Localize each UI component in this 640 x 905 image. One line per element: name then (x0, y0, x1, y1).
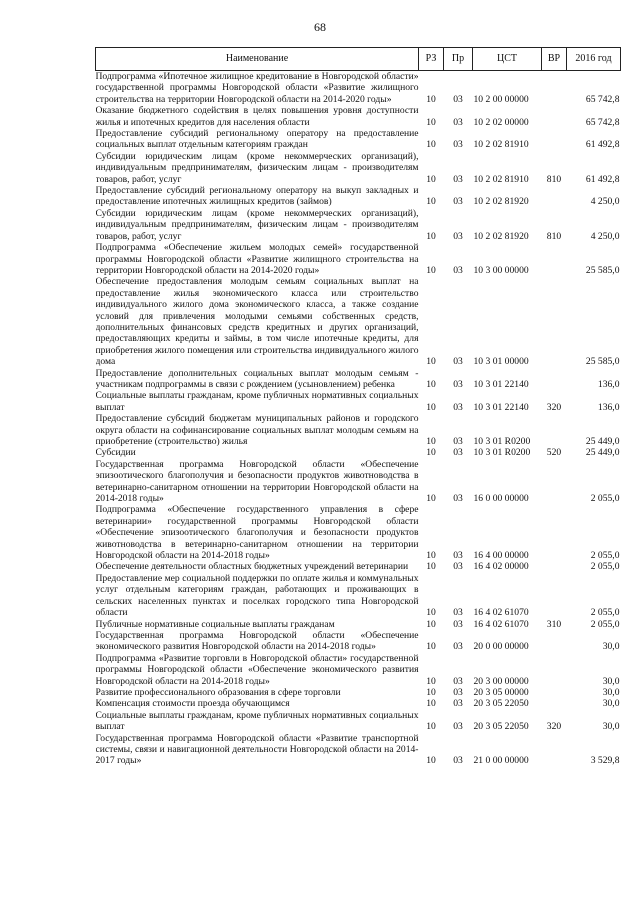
header-year-2016: 2016 год (567, 48, 621, 71)
row-pr: 03 (453, 721, 463, 733)
row-pr: 03 (453, 493, 463, 505)
row-pr: 03 (453, 641, 463, 653)
row-name: Компенсация стоимости проезда обучающимся (95, 698, 290, 710)
row-rz: 10 (426, 264, 436, 276)
row-name: Государственная программа Новгородской области «Обеспечение экономического развития Новгородской области на 2014-2018 годы» (95, 629, 419, 653)
row-amount: 2 055,0 (590, 561, 620, 573)
row-rz: 10 (426, 173, 436, 185)
table-row (96, 573, 621, 619)
row-cst: 20 0 00 00000 (473, 641, 529, 653)
row-name: Предоставление субсидий региональному оператору на выкуп закладных и предоставление ипотечных жилищных кредитов (займов) (95, 185, 419, 208)
row-name: Подпрограмма «Обеспечение жильем молодых семей» государственной программы Новгородской области «Развитие жилищного строительства на территории Новгородской области на 2014-2020 годы» (95, 242, 419, 276)
row-rz: 10 (426, 230, 436, 242)
row-vr (542, 242, 567, 276)
table-row (96, 413, 621, 447)
row-name: Публичные нормативные социальные выплаты гражданам (95, 618, 335, 630)
row-amount: 30,0 (602, 675, 620, 687)
row-rz: 10 (426, 436, 436, 447)
row-cst: 16 4 02 61070 (473, 618, 529, 630)
row-cst: 20 3 05 00000 (473, 686, 529, 698)
row-vr: 810 (546, 173, 562, 185)
row-name: Предоставление мер социальной поддержки по оплате жилья и коммунальных услуг отдельным категориям граждан, работающих и проживающих в сельских населенных пунктах и поселках городского типа Новгородской области (95, 572, 419, 619)
row-vr: 520 (546, 447, 562, 459)
row-amount: 30,0 (602, 641, 620, 653)
row-amount: 2 055,0 (590, 618, 620, 630)
table-row (96, 710, 621, 733)
row-name: Оказание бюджетного содействия в целях повышения уровня доступности жилья и ипотечных кредитов для населения области (95, 105, 419, 128)
header-vr: ВР (542, 48, 567, 71)
row-cst: 20 3 00 00000 (473, 675, 529, 687)
table-row (96, 128, 621, 151)
row-rz: 10 (426, 356, 436, 368)
row-vr (542, 71, 567, 106)
row-amount: 4 250,0 (590, 230, 620, 242)
table-row (96, 687, 621, 698)
row-vr: 310 (546, 618, 562, 630)
row-cst: 10 3 00 00000 (473, 264, 529, 276)
table-row (96, 653, 621, 687)
row-name: Социальные выплаты гражданам, кроме публичных нормативных социальных выплат (95, 390, 419, 413)
row-pr: 03 (453, 618, 463, 630)
row-name: Субсидии юридическим лицам (кроме некоммерческих организаций), индивидуальным предпринимателям, физическим лицам - производителям товаров, работ, услуг (95, 150, 419, 185)
row-rz: 10 (426, 116, 436, 128)
row-pr: 03 (453, 264, 463, 276)
row-name: Обеспечение предоставления молодым семьям социальных выплат на предоставление жилья экономического класса или строительство индивидуального жилого дома экономического класса, а также создание условий для привлечения молодыми семьями собственных средств, дополнительных финансовых средств кредитных и других организаций, предоставляющих кредиты и займы, в том числе ипотечные кредиты, для приобретения жилого помещения или строительства индивидуального жилого дома (95, 276, 419, 368)
row-rz: 10 (426, 721, 436, 733)
row-rz: 10 (426, 196, 436, 208)
row-amount: 61 492,8 (585, 139, 620, 151)
table-row (96, 459, 621, 505)
row-vr (542, 630, 567, 653)
row-cst: 10 2 02 81920 (473, 196, 529, 208)
row-vr (542, 185, 567, 208)
row-vr: 320 (546, 721, 562, 733)
budget-table (95, 47, 621, 767)
row-pr: 03 (453, 401, 463, 413)
row-rz: 10 (426, 607, 436, 619)
row-vr (542, 459, 567, 505)
row-amount: 25 585,0 (585, 356, 620, 368)
table-row (96, 105, 621, 128)
header-cst: ЦСТ (473, 48, 542, 71)
row-vr (542, 653, 567, 687)
row-pr: 03 (453, 607, 463, 619)
row-rz: 10 (426, 447, 436, 459)
header-name: Наименование (96, 48, 419, 71)
row-vr: 810 (546, 230, 562, 242)
row-rz: 10 (426, 93, 436, 105)
row-vr (542, 573, 567, 619)
row-pr: 03 (453, 447, 463, 459)
row-cst: 10 2 02 00000 (473, 116, 529, 128)
row-amount: 4 250,0 (590, 196, 620, 208)
row-amount: 25 449,0 (585, 436, 620, 447)
row-name: Государственная программа Новгородской области «Развитие транспортной системы, связи и навигационной деятельности Новгородской области на 2014-2017 годы» (95, 732, 419, 767)
row-amount: 61 492,8 (585, 173, 620, 185)
row-name: Субсидии юридическим лицам (кроме некоммерческих организаций), индивидуальным предпринимателям, физическим лицам - производителям товаров, работ, услуг (95, 207, 419, 242)
row-vr (542, 698, 567, 709)
table-row (96, 151, 621, 185)
row-cst: 10 3 01 00000 (473, 356, 529, 368)
row-rz: 10 (426, 675, 436, 687)
row-cst: 20 3 05 22050 (473, 721, 529, 733)
row-vr (542, 561, 567, 572)
row-name: Обеспечение деятельности областных бюджетных учреждений ветеринарии (95, 561, 409, 573)
table-row (96, 698, 621, 709)
row-name: Государственная программа Новгородской области «Обеспечение эпизоотического благополучия и безопасности продуктов животноводства в ветеринарно-санитарном отношении на территории Новгородской области на 2014-2018 годы» (95, 458, 419, 505)
table-row (96, 185, 621, 208)
row-cst: 10 2 02 81920 (473, 230, 529, 242)
table-row (96, 630, 621, 653)
row-rz: 10 (426, 493, 436, 505)
row-amount: 25 585,0 (585, 264, 620, 276)
row-cst: 21 0 00 00000 (473, 755, 529, 767)
table-row (96, 390, 621, 413)
row-name: Подпрограмма «Обеспечение государственного управления в сфере ветеринарии» государственной программы Новгородской области «Обеспечение эпизоотического благополучия и безопасности продуктов животноводства в ветеринарно-санитарном отношении на территории Новгородской области на 2014-2018 годы» (95, 504, 419, 562)
row-vr (542, 687, 567, 698)
row-pr: 03 (453, 173, 463, 185)
row-pr: 03 (453, 116, 463, 128)
row-pr: 03 (453, 378, 463, 390)
row-pr: 03 (453, 550, 463, 562)
row-amount: 65 742,8 (585, 93, 620, 105)
row-pr: 03 (453, 755, 463, 767)
row-name: Субсидии (95, 447, 136, 459)
row-cst: 10 3 01 R0200 (473, 436, 531, 447)
row-pr: 03 (453, 356, 463, 368)
row-cst: 10 2 02 81910 (473, 173, 529, 185)
row-pr: 03 (453, 230, 463, 242)
row-pr: 03 (453, 698, 463, 710)
row-name: Социальные выплаты гражданам, кроме публичных нормативных социальных выплат (95, 709, 419, 733)
row-amount: 30,0 (602, 721, 620, 733)
table-row (96, 71, 621, 106)
row-rz: 10 (426, 618, 436, 630)
row-pr: 03 (453, 139, 463, 151)
table-row (96, 242, 621, 276)
table-row (96, 368, 621, 391)
row-amount: 65 742,8 (585, 116, 620, 128)
table-row (96, 276, 621, 367)
row-cst: 20 3 05 22050 (473, 698, 529, 710)
row-cst: 16 4 02 00000 (473, 561, 529, 573)
row-amount: 25 449,0 (585, 447, 620, 459)
page-number: 68 (314, 20, 326, 34)
row-vr (542, 504, 567, 561)
header-pr: Пр (444, 48, 473, 71)
row-amount: 2 055,0 (590, 493, 620, 505)
row-rz: 10 (426, 755, 436, 767)
row-cst: 10 2 00 00000 (473, 93, 529, 105)
row-name: Предоставление субсидий региональному оператору на предоставление социальных выплат отдельным категориям граждан (95, 128, 419, 151)
row-rz: 10 (426, 686, 436, 698)
row-pr: 03 (453, 196, 463, 208)
row-pr: 03 (453, 436, 463, 447)
row-vr (542, 105, 567, 128)
row-name: Предоставление дополнительных социальных выплат молодым семьям - участникам подпрограммы в связи с рождением (усыновлением) ребенка (95, 367, 419, 390)
row-rz: 10 (426, 550, 436, 562)
row-name: Подпрограмма «Ипотечное жилищное кредитование в Новгородской области» государственной программы Новгородской области «Развитие жилищного строительства на территории Новгородской области на 2014-2020 годы» (95, 71, 419, 105)
table-row (96, 504, 621, 561)
row-amount: 30,0 (602, 698, 620, 710)
row-amount: 2 055,0 (590, 550, 620, 562)
row-rz: 10 (426, 641, 436, 653)
table-row (96, 447, 621, 458)
row-vr (542, 276, 567, 367)
table-body (96, 71, 621, 767)
header-rz: РЗ (419, 48, 444, 71)
row-pr: 03 (453, 93, 463, 105)
row-amount: 30,0 (602, 686, 620, 698)
row-name: Развитие профессионального образования в сфере торговли (95, 686, 341, 698)
row-cst: 10 3 01 22140 (473, 401, 529, 413)
row-pr: 03 (453, 675, 463, 687)
row-vr (542, 733, 567, 767)
row-pr: 03 (453, 561, 463, 573)
row-cst: 10 2 02 81910 (473, 139, 529, 151)
row-vr: 320 (546, 401, 562, 413)
row-rz: 10 (426, 139, 436, 151)
row-rz: 10 (426, 698, 436, 710)
row-vr (542, 368, 567, 391)
table-header (96, 48, 621, 71)
row-rz: 10 (426, 401, 436, 413)
table-row (96, 619, 621, 630)
row-pr: 03 (453, 686, 463, 698)
row-vr (542, 413, 567, 447)
row-name: Подпрограмма «Развитие торговли в Новгородской области» государственной программы Новгородской области «Обеспечение экономического развития Новгородской области на 2014-2018 годы» (95, 652, 419, 687)
row-cst: 10 3 01 R0200 (473, 447, 531, 459)
row-cst: 16 4 00 00000 (473, 550, 529, 562)
table-row (96, 208, 621, 242)
row-vr (542, 128, 567, 151)
table-row (96, 561, 621, 572)
row-rz: 10 (426, 378, 436, 390)
row-cst: 16 4 02 61070 (473, 607, 529, 619)
row-name: Предоставление субсидий бюджетам муниципальных районов и городского округа области на софинансирование социальных выплат молодым семьям на приобретение (строительство) жилья (95, 413, 419, 447)
row-amount: 2 055,0 (590, 607, 620, 619)
row-cst: 10 3 01 22140 (473, 378, 529, 390)
row-amount: 136,0 (597, 378, 620, 390)
row-amount: 136,0 (597, 401, 620, 413)
row-rz: 10 (426, 561, 436, 573)
row-amount: 3 529,8 (590, 755, 620, 767)
row-cst: 16 0 00 00000 (473, 493, 529, 505)
table-row (96, 733, 621, 767)
